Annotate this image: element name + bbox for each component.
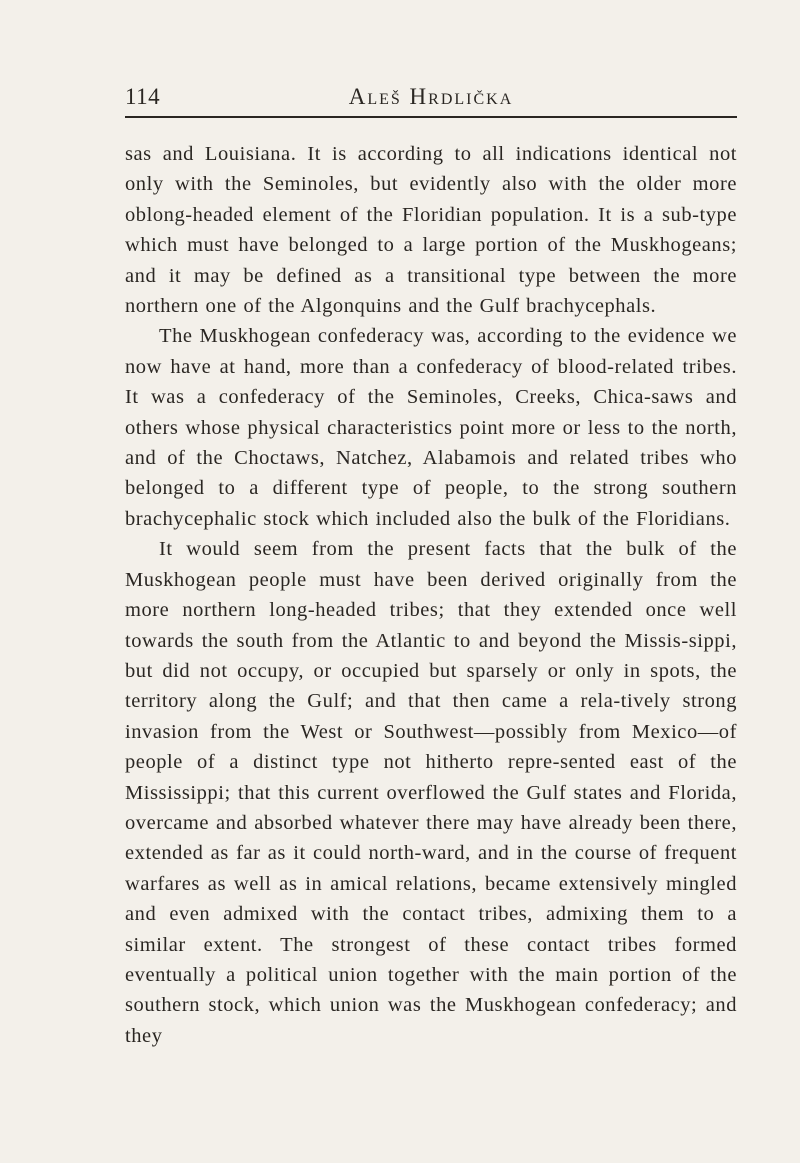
page-number: 114 [125, 84, 161, 109]
paragraph-2: The Muskhogean confederacy was, according to the evidence we now have at hand, more than a confederacy of blood-related tribes. It was a confederacy of the Seminoles, Creeks, Chica-saws and others whose physical characteristics point more or less to the north, and of the Choctaws, Natchez, Alabamois and related tribes who belonged to a different type of people, to the strong southern brachycephalic stock which included also the bulk of the Floridians. [125, 325, 737, 530]
page-header [125, 82, 737, 122]
running-head: Aleš Hrdlička [348, 84, 514, 109]
body-text [125, 139, 737, 1051]
header-rule [125, 116, 737, 118]
paragraph-1: sas and Louisiana. It is according to all indications identical not only with the Seminoles, but evidently also with the older more oblong-headed element of the Floridian population. It is a sub-type which must have belonged to a large portion of the Muskhogeans; and it may be defined as a transitional type between the more northern one of the Algonquins and the Gulf brachycephals. [125, 143, 737, 318]
paragraph-3: It would seem from the present facts that the bulk of the Muskhogean people must have been derived originally from the more northern long-headed tribes; that they extended once well towards the south from the Atlantic to and beyond the Missis-sippi, but did not occupy, or occupied but sparsely or only in spots, the territory along the Gulf; and that then came a rela-tively strong invasion from the West or Southwest—possibly from Mexico—of people of a distinct type not hitherto repre-sented east of the Mississippi; that this current overflowed the Gulf states and Florida, overcame and absorbed whatever there may have already been there, extended as far as it could north-ward, and in the course of frequent warfares as well as in amical relations, became extensively mingled and even admixed with the contact tribes, admixing them to a similar extent. The strongest of these contact tribes formed eventually a political union together with the main portion of the southern stock, which union was the Muskhogean confederacy; and they [125, 538, 737, 1047]
